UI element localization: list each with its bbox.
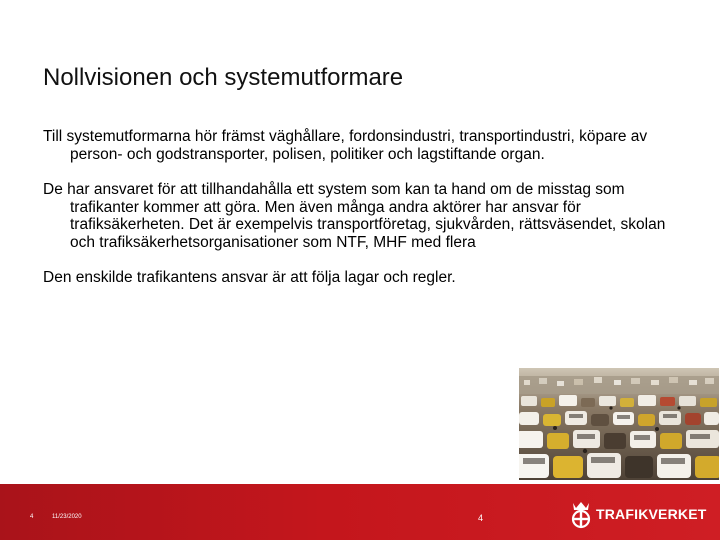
slide-body xyxy=(43,128,683,305)
crown-shield-icon xyxy=(568,499,594,529)
trafikverket-logo xyxy=(568,497,707,529)
paragraph-road-user: Den enskilde trafikantens ansvar är att följa lagar och regler. xyxy=(43,269,456,286)
page-number: 4 xyxy=(478,513,484,523)
traffic-jam-photo xyxy=(519,368,719,480)
slide-title: Nollvisionen och systemutformare xyxy=(43,64,404,91)
footer-date: 11/23/2020 xyxy=(52,514,82,520)
slide-number-small: 4 xyxy=(30,514,34,520)
traffic-jam-image xyxy=(519,368,719,480)
logo-text: TRAFIKVERKET xyxy=(596,506,707,522)
paragraph-system-designers: Till systemutformarna hör främst väghållare, fordonsindustri, transportindustri, köpare av person- och godstransporter, polisen, politiker och lagstiftande organ. xyxy=(43,128,648,163)
paragraph-responsibility: De har ansvaret för att tillhandahålla ett system som kan ta hand om de misstag som trafikanter kommer att göra. Men även många andra aktörer har ansvar för trafiksäkerheten. Det är exempelvis transportföretag, sjukvården, rättsväsendet, skolan och trafiksäkerhetsorganisationer som NTF, MHF med flera xyxy=(43,181,666,251)
